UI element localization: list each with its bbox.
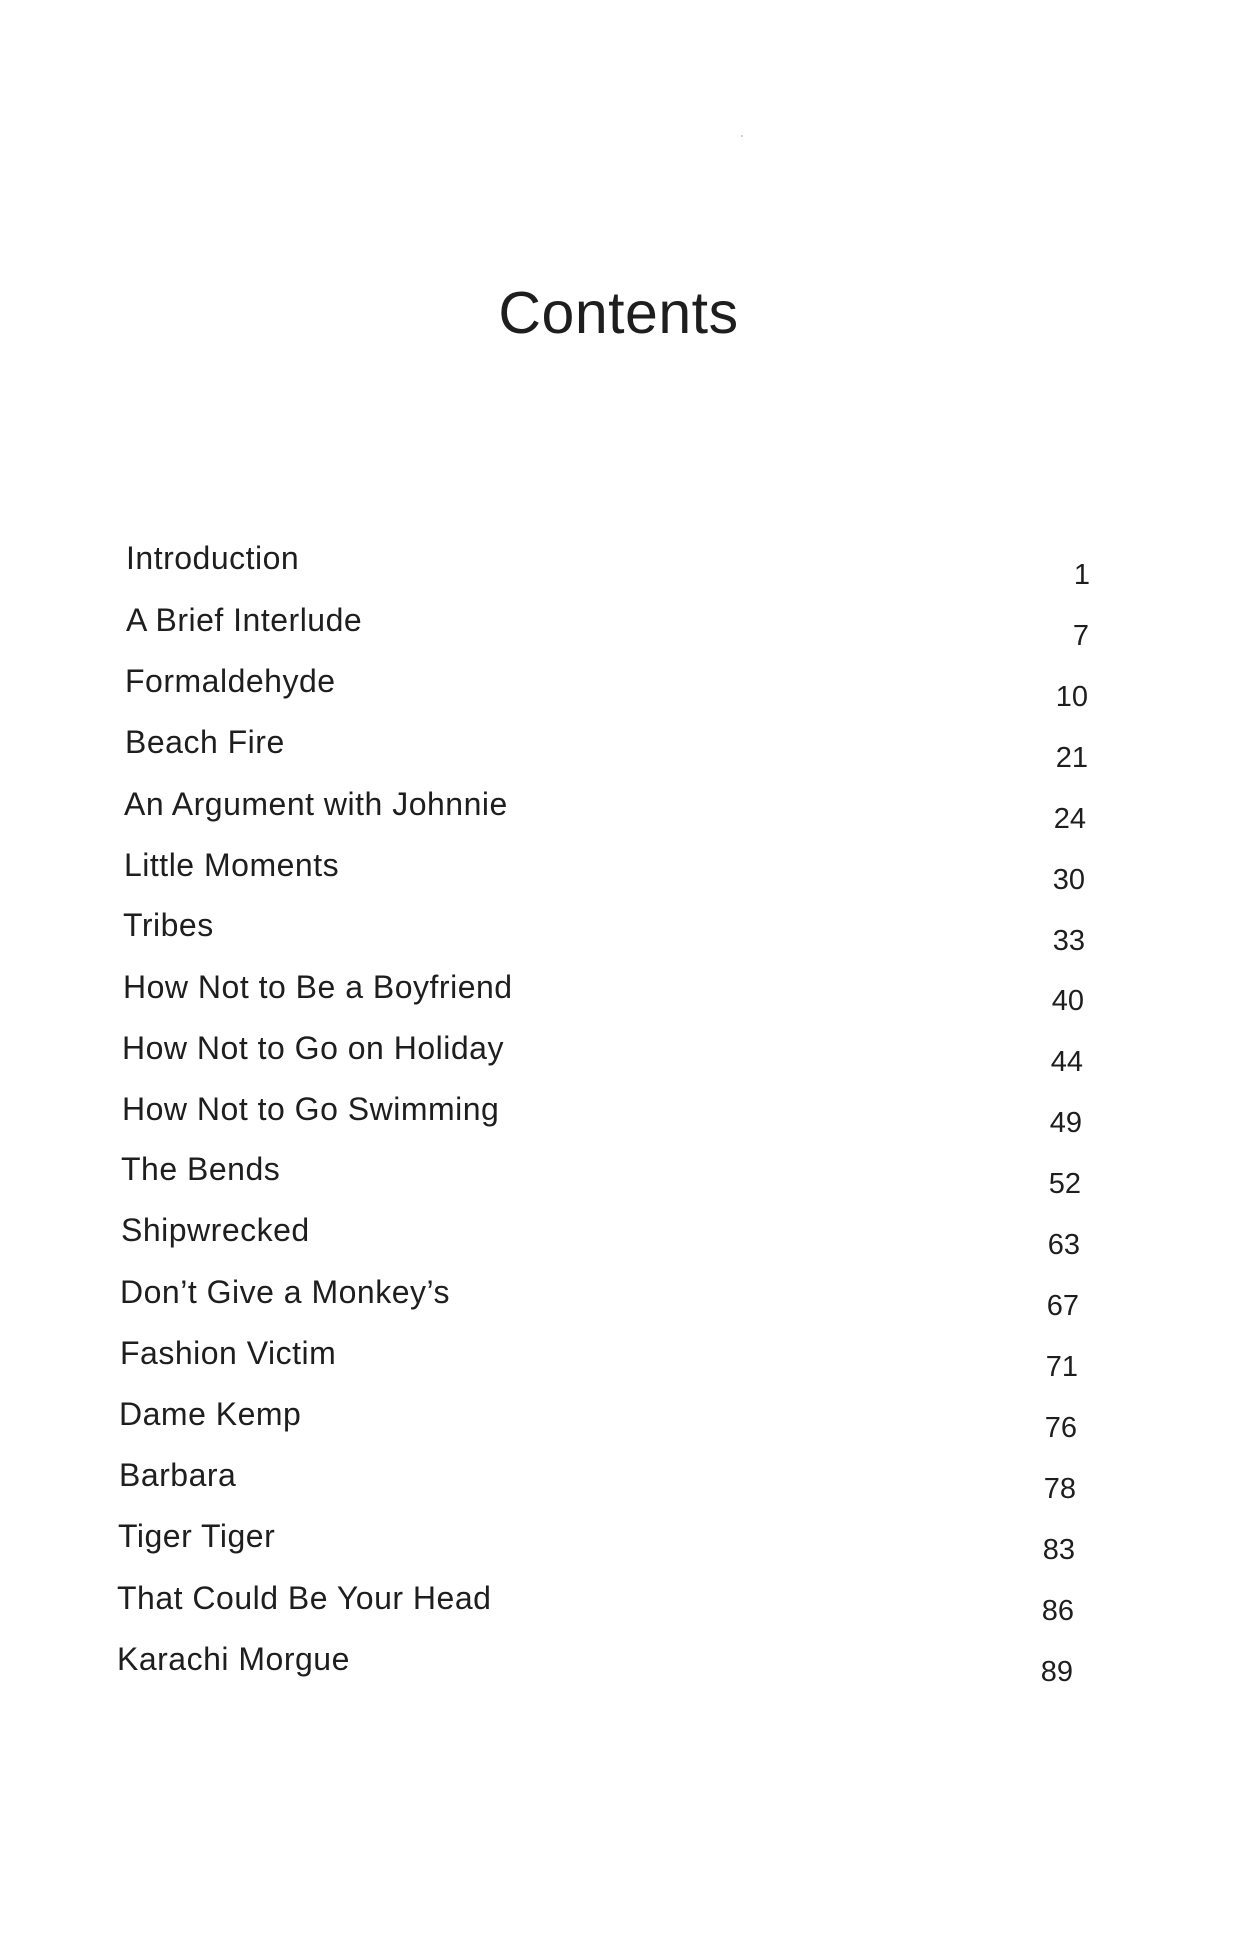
toc-entry-title: Shipwrecked bbox=[121, 1212, 310, 1248]
toc-entry-page: 1 bbox=[1073, 559, 1090, 591]
toc-entry-title: Fashion Victim bbox=[120, 1335, 337, 1371]
toc-entry-title: Barbara bbox=[119, 1457, 237, 1493]
toc-entry-page: 7 bbox=[1072, 620, 1089, 652]
toc-entry-title: How Not to Go on Holiday bbox=[122, 1030, 504, 1066]
toc-entry-title: Don’t Give a Monkey’s bbox=[120, 1274, 451, 1310]
toc-entry-title: Beach Fire bbox=[125, 724, 285, 760]
toc-entry-page: 24 bbox=[1053, 803, 1086, 835]
toc-entry-title: That Could Be Your Head bbox=[117, 1580, 492, 1616]
toc-entry-title: Dame Kemp bbox=[119, 1396, 302, 1432]
toc-entry-page: 63 bbox=[1047, 1229, 1080, 1261]
page-title: Contents bbox=[498, 280, 739, 346]
toc-entry-title: Formaldehyde bbox=[125, 663, 336, 699]
toc-entry-title: How Not to Go Swimming bbox=[122, 1091, 500, 1127]
toc-entry-title: Introduction bbox=[126, 540, 300, 576]
toc-entry-page: 10 bbox=[1055, 681, 1088, 713]
toc-entry-page: 44 bbox=[1050, 1046, 1083, 1078]
toc-entry-page: 89 bbox=[1040, 1656, 1073, 1688]
toc-entry-page: 33 bbox=[1052, 925, 1085, 957]
toc-entry-title: Karachi Morgue bbox=[117, 1641, 350, 1677]
toc-entry-page: 40 bbox=[1051, 985, 1084, 1017]
toc-entry-page: 86 bbox=[1041, 1595, 1074, 1627]
toc-entry-title: An Argument with Johnnie bbox=[124, 786, 508, 822]
toc-entry-page: 83 bbox=[1042, 1534, 1075, 1566]
toc-entry-page: 78 bbox=[1043, 1473, 1076, 1505]
toc-entry-page: 76 bbox=[1044, 1412, 1077, 1444]
toc-entry-title: The Bends bbox=[121, 1151, 281, 1187]
toc-entry-page: 30 bbox=[1052, 864, 1085, 896]
toc-entry-page: 49 bbox=[1049, 1107, 1082, 1139]
toc-entry-title: Little Moments bbox=[124, 847, 340, 883]
toc-entry-title: Tribes bbox=[123, 907, 214, 943]
toc-entry-title: Tiger Tiger bbox=[118, 1518, 276, 1554]
toc-entry-page: 71 bbox=[1045, 1351, 1078, 1383]
toc-entry-page: 21 bbox=[1055, 742, 1088, 774]
toc-entry-title: How Not to Be a Boyfriend bbox=[123, 969, 513, 1005]
toc-entry-page: 52 bbox=[1048, 1168, 1081, 1200]
toc-entry-page: 67 bbox=[1046, 1290, 1079, 1322]
toc-entry-title: A Brief Interlude bbox=[126, 602, 363, 638]
